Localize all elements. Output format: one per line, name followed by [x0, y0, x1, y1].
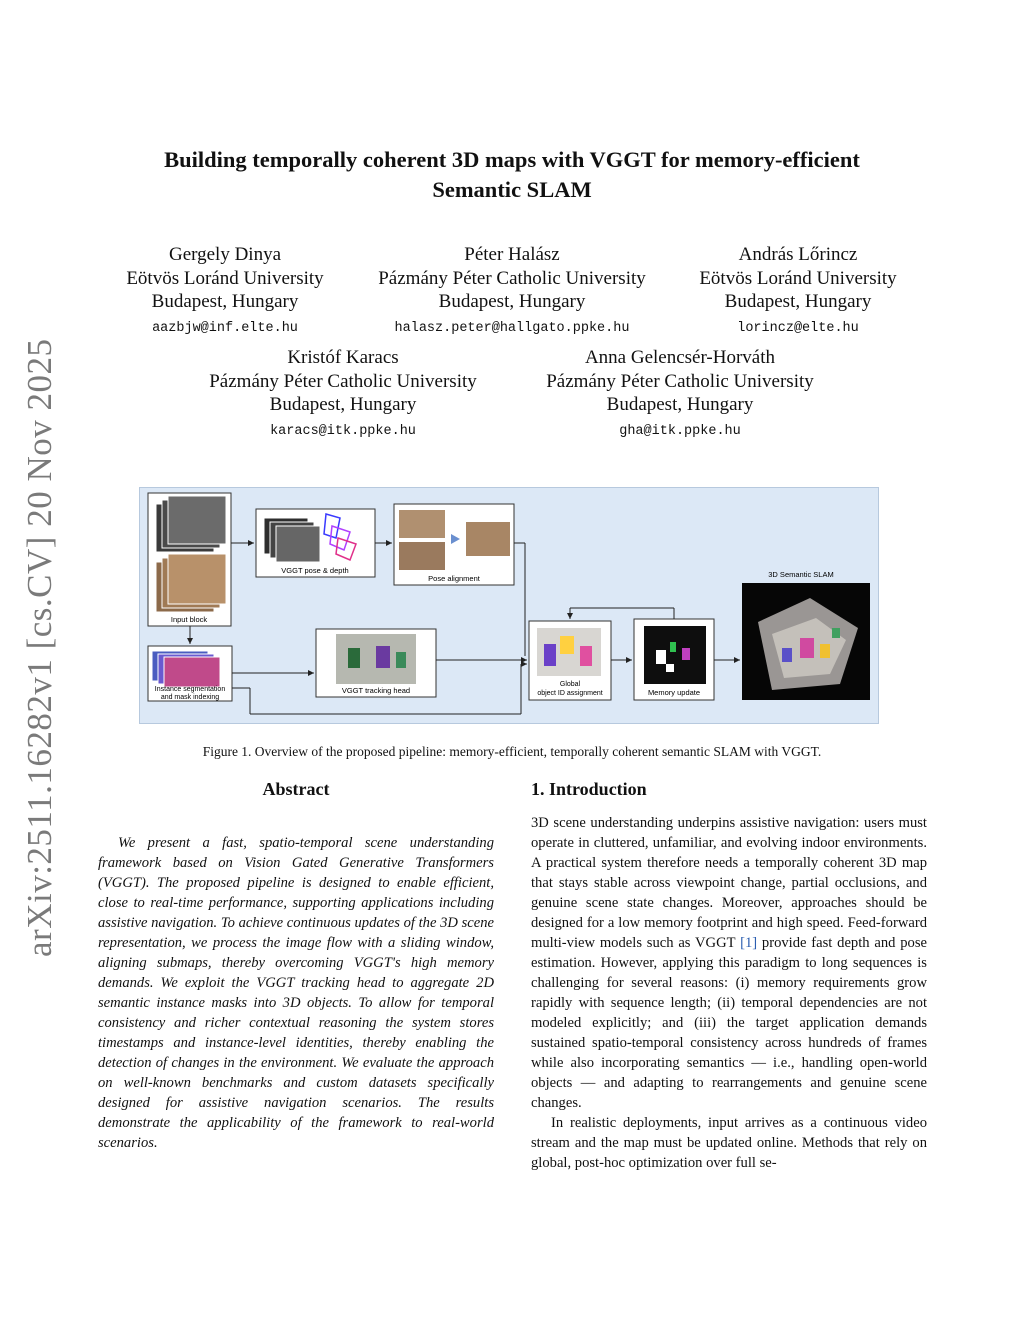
- author-name: Kristóf Karacs: [287, 347, 399, 368]
- arxiv-identifier: arXiv:2511.16282v1 [cs.CV] 20 Nov 2025: [20, 338, 59, 957]
- author-location: Budapest, Hungary: [269, 394, 417, 415]
- author-location: Budapest, Hungary: [724, 291, 872, 312]
- global-id-label-line1: Global: [559, 681, 581, 688]
- vggt-pose-depth-block: [256, 509, 375, 577]
- author-name: Gergely Dinya: [168, 244, 282, 265]
- introduction-body: [531, 813, 927, 1173]
- author-block: [362, 243, 662, 338]
- intro-text: 3D scene understanding underpins assistive navigation: users must operate in cluttered, unfamiliar, and evolving indoor environments. A practical system therefore needs a temporally coherent 3D map that stays stable across viewpoint change, partial occlusions, and genuine scene state changes. Moreover, approaches should be designed for a low memory footprint and high speed. Feed-forward multi-view models such as VGGT: [531, 815, 927, 951]
- author-affiliation: Eötvös Loránd University: [699, 267, 897, 289]
- memory-update-label: Memory update: [647, 688, 701, 697]
- global-id-label-line2: object ID assignment: [537, 690, 603, 697]
- author-location: Budapest, Hungary: [438, 291, 586, 312]
- semantic-slam-output: [742, 570, 870, 700]
- global-id-block: [529, 621, 611, 700]
- input-block: [148, 493, 231, 626]
- memory-update-block: [634, 619, 714, 700]
- vggt-pose-depth-label: VGGT pose & depth: [281, 566, 349, 575]
- introduction-heading: 1. Introduction: [531, 779, 647, 799]
- abstract-text: We present a fast, spatio-temporal scene understanding framework based on Vision Gated Generative Transformers (VGGT). The proposed pipeline is designed to enable efficient, close to real-time performance, supporting applications including assistive navigation. To achieve continuous updates of the 3D scene representation, we process the image flow with a sliding window, aligning submaps, thereby overcoming VGGT's high memory demands. We exploit the VGGT tracking head to aggregate 2D semantic instance masks into 3D objects. To allow for temporal consistency and richer contextual reasoning the system stores timestamps and instance-level identities, thereby enabling the detection of changes in the environment. We evaluate the approach on well-known benchmarks and custom datasets specifically designed for assistive navigation scenarios. The results demonstrate the applicability of the framework to real-world scenarios.: [98, 835, 494, 1151]
- pipeline-figure: [139, 487, 879, 724]
- author-block: [110, 243, 340, 338]
- author-email: gha@itk.ppke.hu: [619, 423, 741, 439]
- author-email: halasz.peter@hallgato.ppke.hu: [394, 320, 630, 336]
- author-affiliation: Eötvös Loránd University: [126, 267, 324, 289]
- citation-link[interactable]: [1]: [740, 935, 758, 951]
- author-affiliation: Pázmány Péter Catholic University: [546, 370, 814, 392]
- author-block: [530, 346, 830, 441]
- instance-seg-label-line1: Instance segmentation: [154, 686, 226, 693]
- author-email: lorincz@elte.hu: [737, 320, 859, 336]
- intro-paragraph-2: In realistic deployments, input arrives as a continuous video stream and the map must be updated online. Methods that rely on global, post-hoc optimization over full se-: [531, 1115, 927, 1171]
- pose-alignment-label: Pose alignment: [428, 574, 480, 583]
- author-location: Budapest, Hungary: [151, 291, 299, 312]
- vggt-tracking-label: VGGT tracking head: [341, 686, 411, 695]
- instance-segmentation-block: [148, 646, 232, 701]
- author-email: aazbjw@inf.elte.hu: [152, 320, 298, 336]
- vggt-tracking-block: [316, 629, 436, 697]
- intro-text: provide fast depth and pose estimation. However, applying this paradigm to long sequences is challenging for several reasons: (i) memory requirements grow rapidly with sequence length; (ii) temporal dependencies are not modeled explicitly; and (iii) the target application demands sustained spatio-temporal consistency across hundreds of frames while also incorporating semantics — i.e., handling open-world objects — and adapting to rearrangements and genuine scene changes.: [531, 935, 927, 1111]
- title-line-1: Building temporally coherent 3D maps with VGGT for memory-efficient: [164, 147, 860, 172]
- author-location: Budapest, Hungary: [606, 394, 754, 415]
- author-name: András Lőrincz: [738, 244, 858, 265]
- title-line-2: Semantic SLAM: [432, 177, 592, 202]
- paper-title: [80, 145, 944, 205]
- author-block: [193, 346, 493, 441]
- author-name: Péter Halász: [464, 244, 560, 265]
- author-name: Anna Gelencsér-Horváth: [584, 347, 776, 368]
- author-affiliation: Pázmány Péter Catholic University: [209, 370, 477, 392]
- instance-seg-label-line2: and mask indexing: [160, 694, 220, 701]
- author-email: karacs@itk.ppke.hu: [270, 423, 416, 439]
- pipeline-diagram: [140, 488, 878, 723]
- input-block-label: Input block: [170, 615, 208, 624]
- figure-caption: Figure 1. Overview of the proposed pipeline: memory-efficient, temporally coherent semantic SLAM with VGGT.: [202, 744, 822, 759]
- author-affiliation: Pázmány Péter Catholic University: [378, 267, 646, 289]
- intro-paragraph-1: [531, 813, 927, 1113]
- pose-alignment-block: [394, 504, 514, 585]
- abstract-heading: Abstract: [262, 779, 330, 799]
- author-block: [683, 243, 913, 338]
- semantic-slam-label: 3D Semantic SLAM: [768, 570, 834, 579]
